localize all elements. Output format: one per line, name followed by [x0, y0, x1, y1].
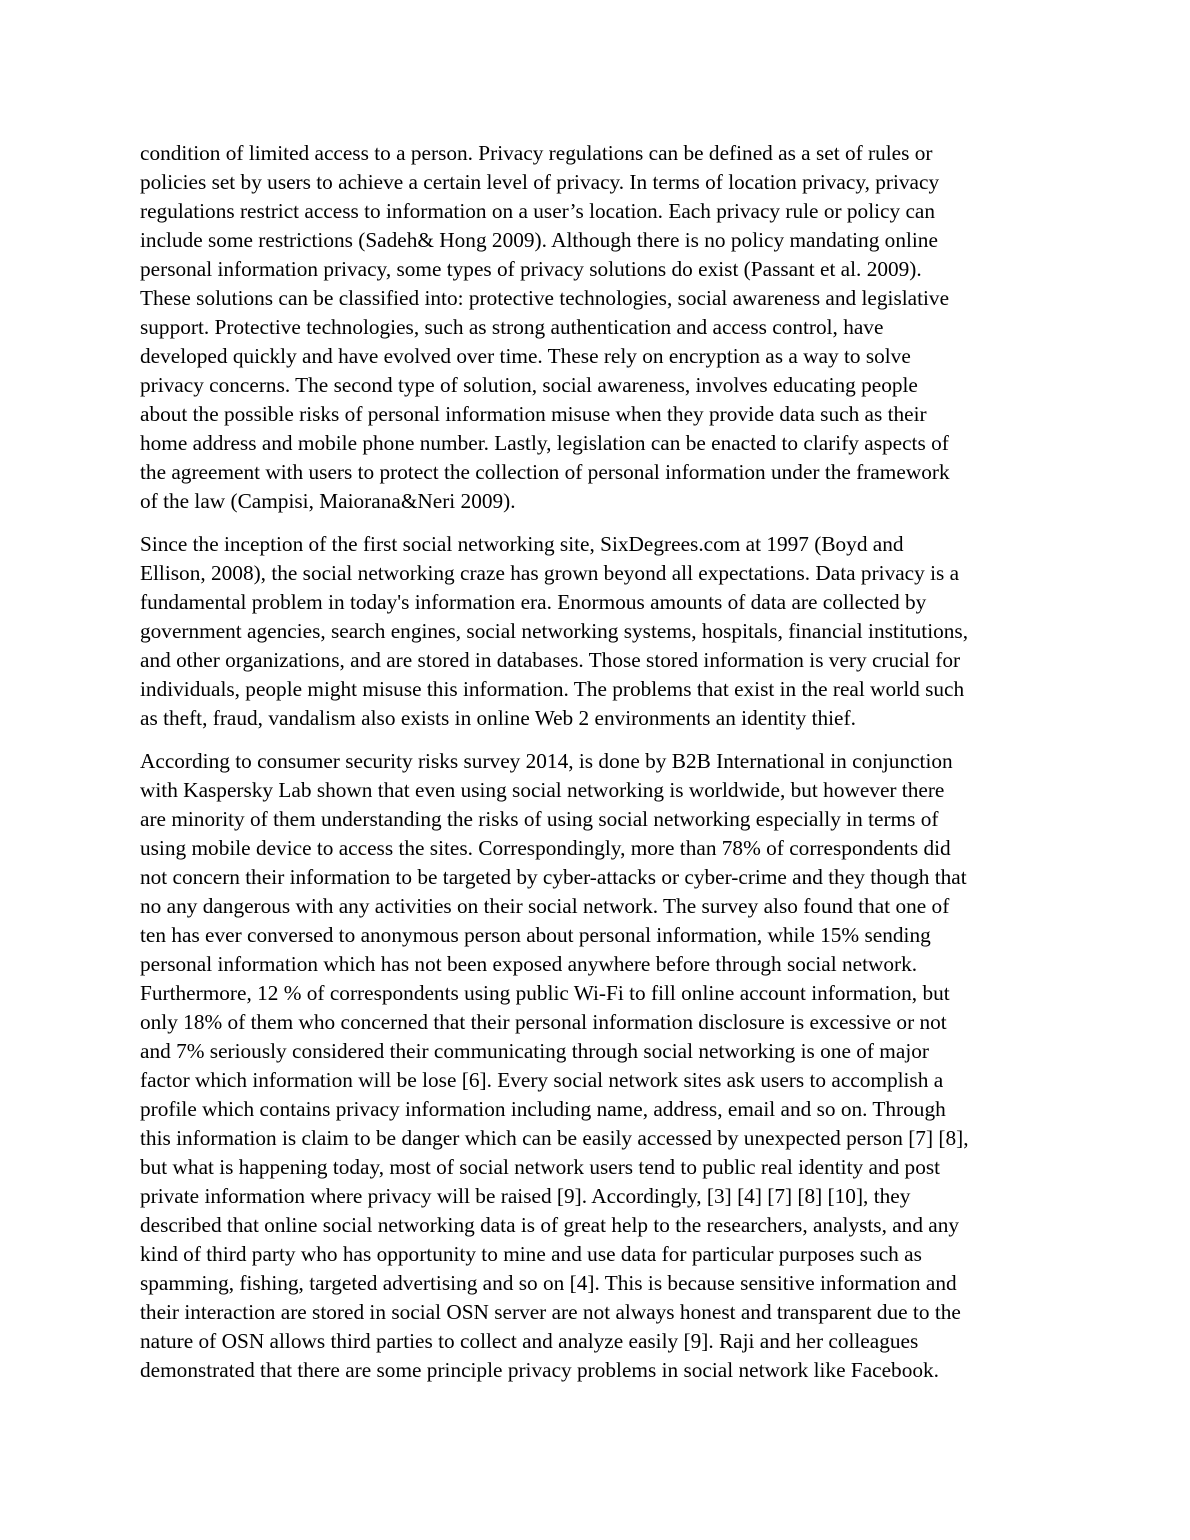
text-line: and other organizations, and are stored in databases. Those stored information is very crucial for: [140, 648, 961, 672]
text-line: personal information which has not been exposed anywhere before through social network.: [140, 952, 918, 976]
text-line: According to consumer security risks survey 2014, is done by B2B International in conjunction: [140, 749, 953, 773]
paragraph-3: [140, 747, 1052, 1385]
text-line: and 7% seriously considered their communicating through social networking is one of major: [140, 1039, 929, 1063]
text-line: demonstrated that there are some principle privacy problems in social network like Facebook.: [140, 1358, 939, 1382]
text-line: individuals, people might misuse this information. The problems that exist in the real world such: [140, 677, 965, 701]
text-line: this information is claim to be danger which can be easily accessed by unexpected person [7] [8],: [140, 1126, 969, 1150]
text-line: nature of OSN allows third parties to collect and analyze easily [9]. Raji and her colleagues: [140, 1329, 919, 1353]
text-line: personal information privacy, some types of privacy solutions do exist (Passant et al. 2009).: [140, 257, 922, 281]
text-line: developed quickly and have evolved over time. These rely on encryption as a way to solve: [140, 344, 911, 368]
text-line: described that online social networking data is of great help to the researchers, analysts, and any: [140, 1213, 960, 1237]
text-line: as theft, fraud, vandalism also exists in online Web 2 environments an identity thief.: [140, 706, 856, 730]
text-line: condition of limited access to a person. Privacy regulations can be defined as a set of rules or: [140, 141, 933, 165]
text-line: Ellison, 2008), the social networking craze has grown beyond all expectations. Data privacy is a: [140, 561, 960, 585]
text-line: spamming, fishing, targeted advertising and so on [4]. This is because sensitive information and: [140, 1271, 957, 1295]
text-line: private information where privacy will be raised [9]. Accordingly, [3] [4] [7] [8] [10], they: [140, 1184, 911, 1208]
text-line: about the possible risks of personal information misuse when they provide data such as their: [140, 402, 927, 426]
text-line: privacy concerns. The second type of solution, social awareness, involves educating people: [140, 373, 918, 397]
text-line: support. Protective technologies, such as strong authentication and access control, have: [140, 315, 884, 339]
text-line: only 18% of them who concerned that their personal information disclosure is excessive or not: [140, 1010, 947, 1034]
text-line: policies set by users to achieve a certain level of privacy. In terms of location privacy, privacy: [140, 170, 940, 194]
text-line: home address and mobile phone number. Lastly, legislation can be enacted to clarify aspects of: [140, 431, 949, 455]
text-line: kind of third party who has opportunity to mine and use data for particular purposes such as: [140, 1242, 922, 1266]
text-line: using mobile device to access the sites. Correspondingly, more than 78% of correspondents did: [140, 836, 951, 860]
text-line: not concern their information to be targeted by cyber-attacks or cyber-crime and they though that: [140, 865, 967, 889]
text-line: factor which information will be lose [6]. Every social network sites ask users to accomplish a: [140, 1068, 944, 1092]
paragraph-1: [140, 139, 1052, 516]
text-line: no any dangerous with any activities on their social network. The survey also found that one of: [140, 894, 950, 918]
text-line: their interaction are stored in social OSN server are not always honest and transparent due to the: [140, 1300, 961, 1324]
text-line: ten has ever conversed to anonymous person about personal information, while 15% sending: [140, 923, 931, 947]
text-line: profile which contains privacy information including name, address, email and so on. Through: [140, 1097, 946, 1121]
text-line: but what is happening today, most of social network users tend to public real identity and post: [140, 1155, 941, 1179]
text-line: Furthermore, 12 % of correspondents using public Wi-Fi to fill online account information, but: [140, 981, 950, 1005]
paragraph-2: [140, 530, 1052, 733]
text-line: the agreement with users to protect the collection of personal information under the framework: [140, 460, 950, 484]
text-line: government agencies, search engines, social networking systems, hospitals, financial institutions,: [140, 619, 969, 643]
text-line: with Kaspersky Lab shown that even using social networking is worldwide, but however there: [140, 778, 945, 802]
text-line: of the law (Campisi, Maiorana&Neri 2009).: [140, 489, 516, 513]
text-line: are minority of them understanding the risks of using social networking especially in terms of: [140, 807, 939, 831]
text-line: regulations restrict access to information on a user’s location. Each privacy rule or policy can: [140, 199, 936, 223]
text-line: include some restrictions (Sadeh& Hong 2009). Although there is no policy mandating online: [140, 228, 938, 252]
text-line: These solutions can be classified into: protective technologies, social awareness and legislative: [140, 286, 950, 310]
document-body: [140, 139, 1052, 1399]
text-line: fundamental problem in today's information era. Enormous amounts of data are collected by: [140, 590, 927, 614]
text-line: Since the inception of the first social networking site, SixDegrees.com at 1997 (Boyd and: [140, 532, 904, 556]
